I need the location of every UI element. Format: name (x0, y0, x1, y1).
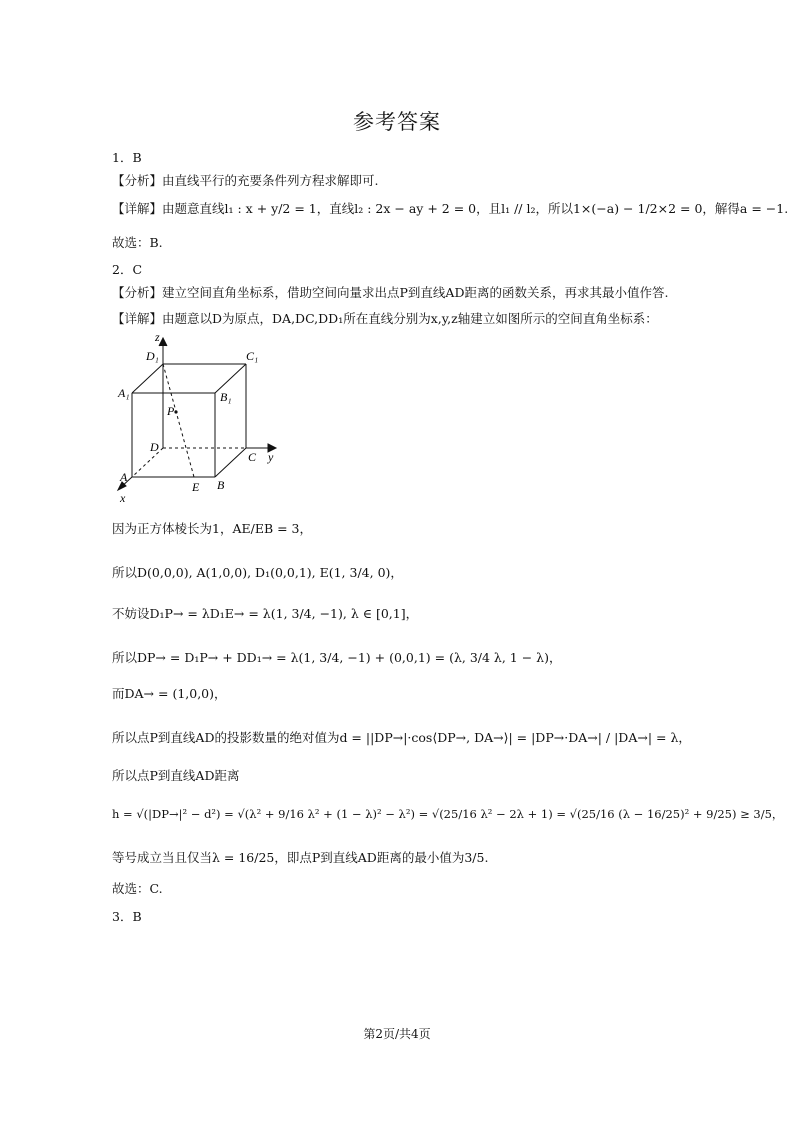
cube-figure (112, 330, 292, 510)
q3-number: 3．B (112, 909, 142, 924)
page-footer: 第2页/共4页 (363, 1027, 431, 1041)
fig-label-c: C (248, 450, 257, 464)
fig-label-a: A (120, 470, 128, 484)
fig-label-e: E (192, 480, 200, 494)
q2-line-5: 而DA→ = (1,0,0)， (112, 686, 227, 701)
q2-line-8: h = √(|DP→|² − d²) = √(λ² + 9/16 λ² + (1 − λ)² − λ²) = √(25/16 λ² − 2λ + 1) = √(25/16 (λ − 16/25)² + 9/25) ≥ 3/5， (112, 807, 784, 821)
fig-label-d: D (150, 440, 159, 454)
q1-analysis: 【分析】由直线平行的充要条件列方程求解即可. (112, 173, 379, 188)
q2-analysis: 【分析】建立空间直角坐标系，借助空间向量求出点P到直线AD距离的函数关系，再求其最小值作答. (112, 285, 669, 300)
q1-choice: 故选：B. (112, 235, 163, 250)
fig-label-c1: C₁ (246, 349, 259, 363)
fig-label-d1: D₁ (146, 349, 159, 363)
fig-label-b1: B₁ (220, 390, 232, 404)
q2-line-9: 等号成立当且仅当λ = 16/25，即点P到直线AD距离的最小值为3/5. (112, 850, 489, 865)
q2-line-2: 所以D(0,0,0), A(1,0,0), D₁(0,0,1), E(1, 3/4, 0)， (112, 565, 403, 580)
fig-label-y: y (268, 450, 274, 464)
q2-line-3: 不妨设D₁P→ = λD₁E→ = λ(1, 3/4, −1), λ ∈ [0,1]， (112, 606, 419, 621)
fig-label-b: B (217, 478, 225, 492)
q1-number: 1．B (112, 150, 142, 165)
q1-detail: 【详解】由题意直线l₁ : x + y/2 = 1，直线l₂ : 2x − ay + 2 = 0，且l₁ // l₂，所以1×(−a) − 1/2×2 = 0，解得a = −1. (112, 201, 789, 216)
fig-label-p: P (167, 404, 175, 418)
q2-detail: 【详解】由题意以D为原点，DA,DC,DD₁所在直线分别为x,y,z轴建立如图所示的空间直角坐标系： (112, 311, 658, 326)
fig-label-z: z (155, 330, 160, 344)
q2-number: 2．C (112, 262, 143, 277)
q2-line-7: 所以点P到直线AD距离 (112, 768, 240, 783)
fig-label-a1: A₁ (118, 386, 130, 400)
q2-choice: 故选：C. (112, 881, 163, 896)
fig-label-x: x (120, 491, 126, 505)
q2-line-4: 所以DP→ = D₁P→ + DD₁→ = λ(1, 3/4, −1) + (0,0,1) = (λ, 3/4 λ, 1 − λ)， (112, 650, 562, 665)
q2-line-1: 因为正方体棱长为1，AE/EB = 3， (112, 521, 313, 536)
q2-line-6: 所以点P到直线AD的投影数量的绝对值为d = ||DP→|·cos⟨DP→, DA→⟩| = |DP→·DA→| / |DA→| = λ， (112, 730, 691, 745)
page-title: 参考答案 (353, 110, 441, 134)
